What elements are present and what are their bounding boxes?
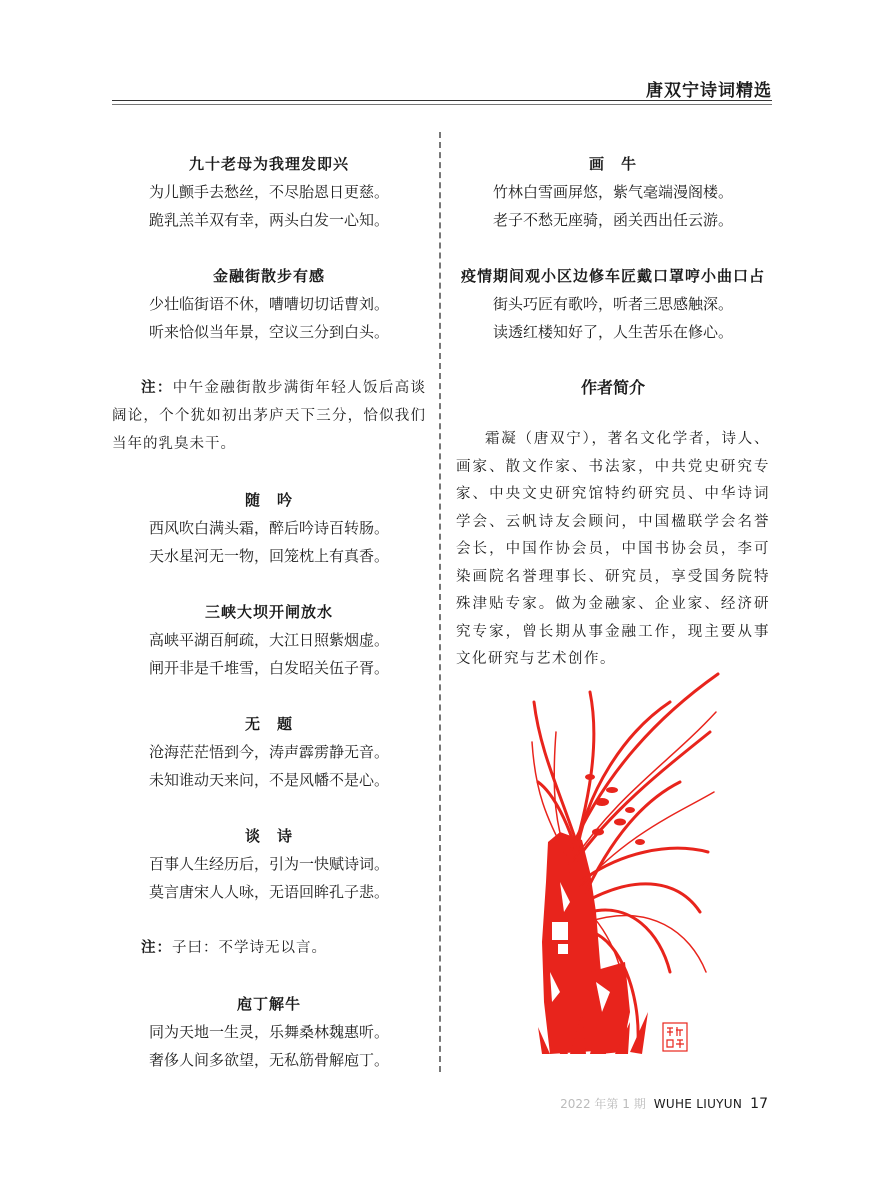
poem-line: 竹林白雪画屏悠，紫气毫端漫阁楼。 <box>492 183 733 201</box>
poem-title: 金融街散步有感 <box>212 267 325 285</box>
poem-title: 谈 诗 <box>244 827 293 845</box>
poem-line: 少壮临街语不休，嘈嘈切切话曹刘。 <box>148 295 389 313</box>
poem-line: 闸开非是千堆雪，白发昭关伍子胥。 <box>148 659 389 677</box>
poem-title: 庖丁解牛 <box>236 995 301 1013</box>
poem <box>112 150 426 234</box>
page-number: 17 <box>750 1096 768 1112</box>
page-footer <box>560 1095 768 1112</box>
column-divider <box>439 132 441 1072</box>
poem-line: 天水星河无一物，回笼枕上有真香。 <box>148 547 389 565</box>
poem-note <box>112 374 426 458</box>
left-column <box>112 150 426 1102</box>
artist-seal-icon <box>662 1022 688 1052</box>
poem-title: 三峡大坝开闸放水 <box>204 603 333 621</box>
poem-line: 未知谁动天来问，不是风幡不是心。 <box>148 771 389 789</box>
poem-line: 街头巧匠有歌吟，听者三思感触深。 <box>492 295 733 313</box>
orchid-papercut-image <box>530 672 720 1062</box>
footer-issue: 2022 年第 1 期 <box>560 1097 646 1111</box>
papercut-shapes <box>532 674 718 1054</box>
poem <box>456 150 770 234</box>
author-bio-heading: 作者简介 <box>580 378 645 397</box>
poem-line: 听来恰似当年景，空议三分到白头。 <box>148 323 389 341</box>
poem <box>112 710 426 794</box>
note-label: 注： <box>141 380 173 396</box>
poem-line: 奢侈人间多欲望，无私筋骨解庖丁。 <box>148 1051 389 1069</box>
poem <box>112 598 426 682</box>
poem-title: 无 题 <box>244 715 293 733</box>
poem <box>456 262 770 346</box>
footer-magazine-name: WUHE LIUYUN <box>653 1097 743 1111</box>
poem-line: 沧海茫茫悟到今，涛声霹雳静无音。 <box>148 743 389 761</box>
note-text: 中午金融街散步满街年轻人饭后高谈阔论，个个犹如初出茅庐天下三分，恰似我们当年的乳臭未干。 <box>112 380 427 452</box>
poem-line: 莫言唐宋人人咏，无语回眸孔子悲。 <box>148 883 389 901</box>
poem-line: 百事人生经历后，引为一快赋诗词。 <box>148 855 389 873</box>
poem-line: 读透红楼知好了，人生苦乐在修心。 <box>492 323 733 341</box>
header-rule-thin <box>112 104 772 105</box>
poem-note <box>112 934 426 962</box>
note-text: 子曰：不学诗无以言。 <box>172 940 327 956</box>
note-label: 注： <box>141 940 172 956</box>
poem-line: 为儿颤手去愁丝，不尽胎恩日更慈。 <box>148 183 389 201</box>
author-bio-text: 霜凝（唐双宁），著名文化学者，诗人、画家、散文作家、书法家，中共党史研究专家、中央文史研究馆特约研究员、中华诗词学会、云帆诗友会顾问，中国楹联学会名誉会长，中国作协会员，中国书协会员，李可染画院名誉理事长、研究员，享受国务院特殊津贴专家。做为金融家、企业家、经济研究专家，曾长期从事金融工作，现主要从事文化研究与艺术创作。 <box>456 431 770 667</box>
poem-title: 九十老母为我理发即兴 <box>188 155 349 173</box>
poem <box>112 822 426 906</box>
poem-title: 疫情期间观小区边修车匠戴口罩哼小曲口占 <box>460 267 765 285</box>
running-header-title: 唐双宁诗词精选 <box>646 81 772 101</box>
poem-line: 同为天地一生灵，乐舞桑林魏惠听。 <box>148 1023 389 1041</box>
poem-title: 随 吟 <box>244 491 293 509</box>
poem <box>112 990 426 1074</box>
poem <box>112 486 426 570</box>
poem-title: 画 牛 <box>588 155 637 173</box>
poem-line: 老子不愁无座骑，函关西出任云游。 <box>492 211 733 229</box>
poem-line: 跪乳羔羊双有幸，两头白发一心知。 <box>148 211 389 229</box>
poem-line: 西风吹白满头霜，醉后吟诗百转肠。 <box>148 519 389 537</box>
poem <box>112 262 426 346</box>
poem-line: 高峡平湖百舸疏，大江日照紫烟虚。 <box>148 631 389 649</box>
header-rule <box>112 100 772 101</box>
right-column <box>456 150 770 674</box>
